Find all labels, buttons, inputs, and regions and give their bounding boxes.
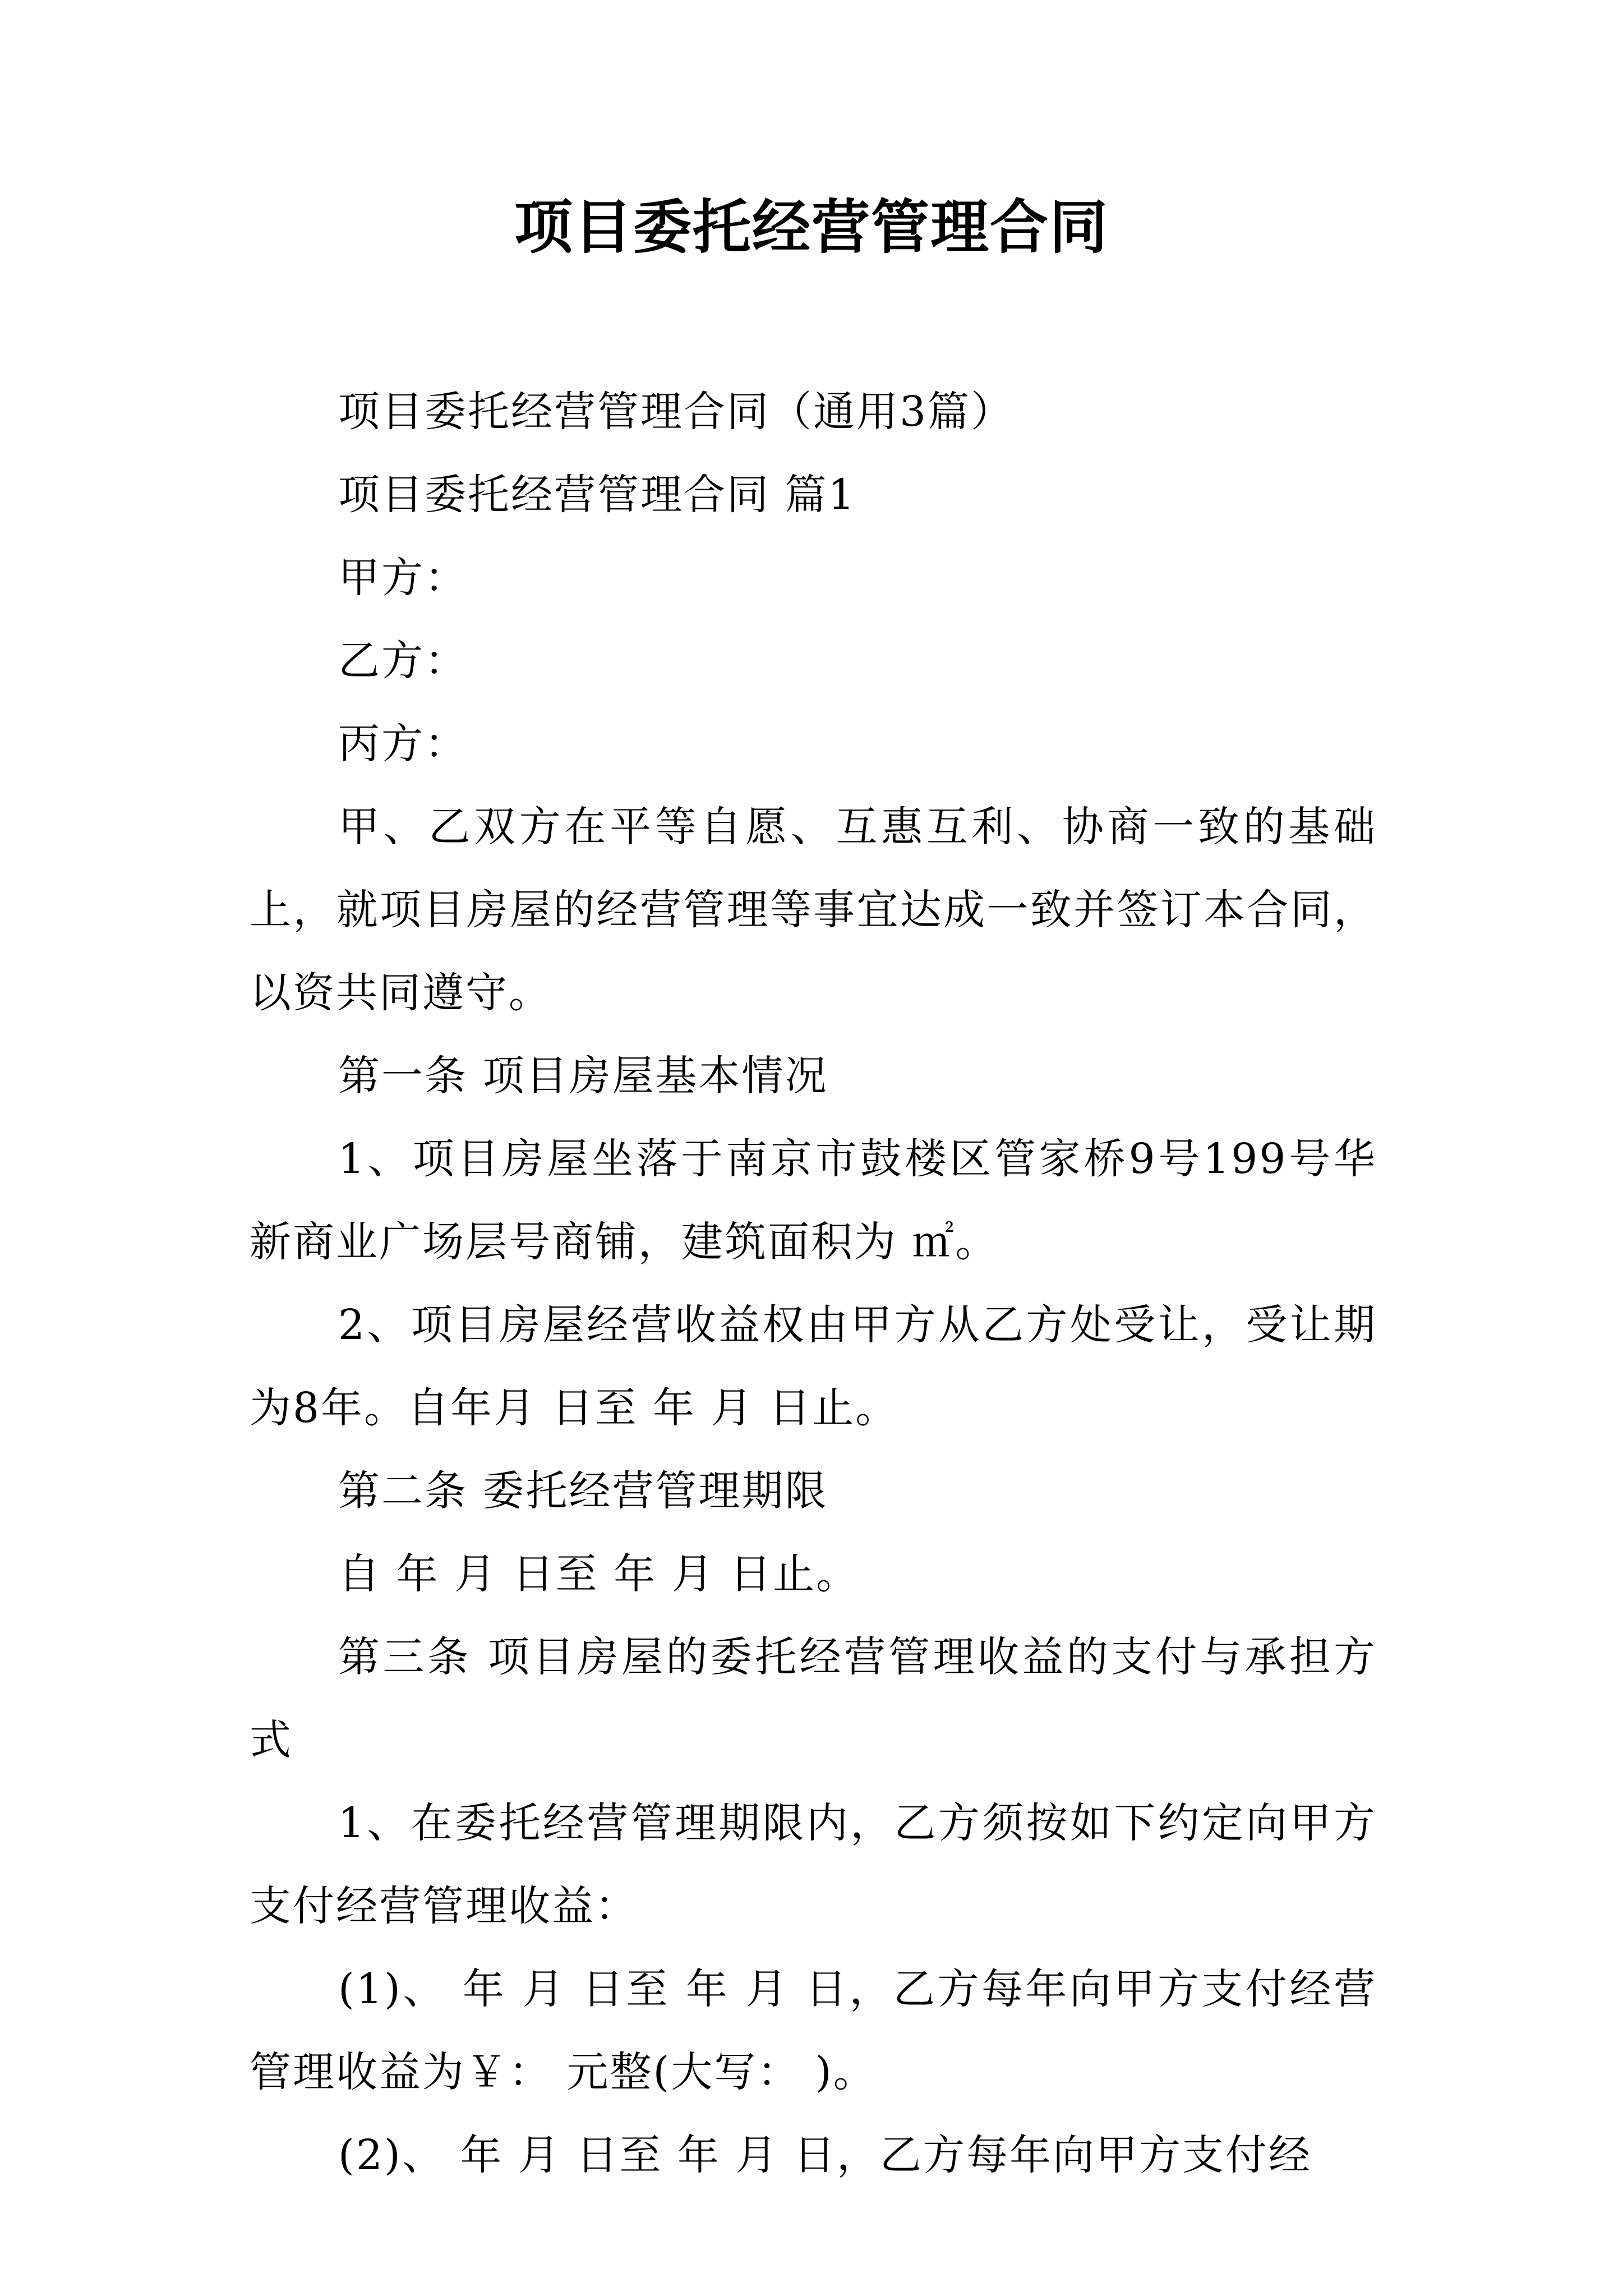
article-2-heading: 第二条 委托经营管理期限 — [338, 1467, 828, 1515]
article-2-term: 自 年 月 日至 年 月 日止。 — [338, 1550, 860, 1598]
party-a-line: 甲方： — [338, 554, 468, 602]
article-1-heading: 第一条 项目房屋基本情况 — [338, 1052, 828, 1100]
party-c-line: 丙方： — [338, 720, 468, 768]
document-body — [250, 370, 1377, 2197]
party-b-line: 乙方： — [338, 637, 468, 685]
preamble-paragraph: 甲、乙双方在平等自愿、互惠互利、协商一致的基础上，就项目房屋的经营管理等事宜达成一致并签订本合同，以资共同遵守。 — [250, 803, 1377, 1017]
article-3-clause-1: 1、在委托经营管理期限内，乙方须按如下约定向甲方支付经营管理收益： — [250, 1799, 1377, 1930]
article-1-clause-2: 2、项目房屋经营收益权由甲方从乙方处受让，受让期为8年。自年月 日至 年 月 日止。 — [250, 1301, 1377, 1432]
article-3-item-1: (1)、 年 月 日至 年 月 日，乙方每年向甲方支付经营管理收益为￥： 元整(大写： )。 — [250, 1965, 1377, 2096]
article-1-clause-1: 1、项目房屋坐落于南京市鼓楼区管家桥9号199号华新商业广场层号商铺，建筑面积为 ㎡。 — [250, 1135, 1377, 1266]
document-subtitle: 项目委托经营管理合同（通用3篇） — [338, 388, 1015, 436]
article-3-heading: 第三条 项目房屋的委托经营管理收益的支付与承担方式 — [250, 1633, 1377, 1764]
document-title: 项目委托经营管理合同 — [514, 192, 1109, 261]
article-3-item-2: (2)、 年 月 日至 年 月 日，乙方每年向甲方支付经 — [338, 2131, 1312, 2179]
section-heading: 项目委托经营管理合同 篇1 — [338, 471, 856, 519]
